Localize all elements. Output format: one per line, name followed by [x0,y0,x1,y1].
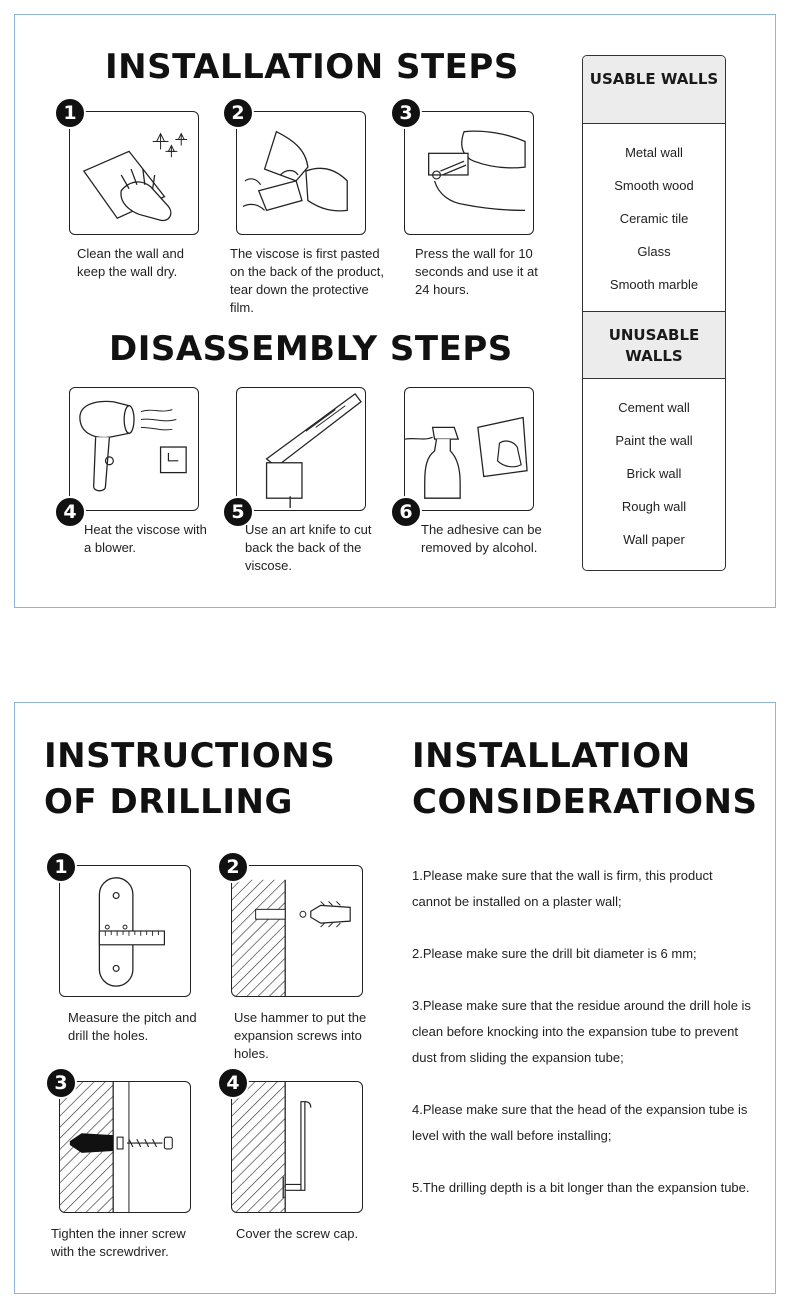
step-6-badge: 6 [390,496,422,528]
step-5-badge: 5 [222,496,254,528]
drill-step-3-caption: Tighten the inner screw with the screwdriver. [51,1226,186,1259]
step-2-caption: The viscose is first pasted on the back of the product, tear down the protective film. [230,246,384,315]
step-4-caption: Heat the viscose with a blower. [84,522,207,555]
usable-wall-item: Smooth marble [609,277,699,292]
step-1-illustration [69,111,199,235]
considerations-list [412,863,752,1227]
usable-walls-list [583,124,725,311]
disassembly-steps-title: DISASSEMBLY STEPS [109,329,513,369]
drilling-panel [14,702,776,1294]
hair-dryer-icon [70,388,198,510]
usable-wall-item: Ceramic tile [619,211,689,226]
drilling-title [44,733,335,825]
step-1-caption: Clean the wall and keep the wall dry. [77,246,184,279]
step-5-caption: Use an art knife to cut back the back of the viscose. [245,522,372,573]
drill-step-2-illustration [231,865,363,997]
walls-table [582,55,726,571]
unusable-wall-item: Cement wall [618,400,690,415]
usable-wall-item: Glass [637,244,671,259]
unusable-wall-item: Brick wall [626,466,682,481]
step-6-illustration [404,387,534,511]
unusable-wall-item: Rough wall [621,499,687,514]
drill-step-4-illustration [231,1081,363,1213]
consideration-item: 3.Please make sure that the residue around the drill hole is clean before knocking into the expansion tube to prevent dust from sliding the expansion tube; [412,998,751,1065]
installation-steps-title: INSTALLATION STEPS [105,47,519,87]
unusable-wall-item: Wall paper [623,532,685,547]
step-4-badge: 4 [54,496,86,528]
usable-wall-item: Metal wall [625,145,683,160]
step-3-illustration [404,111,534,235]
consideration-item: 1.Please make sure that the wall is firm, this product cannot be installed on a plaster wall; [412,868,713,909]
considerations-title-line1: INSTALLATION [412,736,691,776]
drill-step-1-caption: Measure the pitch and drill the holes. [68,1010,197,1043]
considerations-title-line2: CONSIDERATIONS [412,782,758,822]
expansion-screw-icon [232,866,362,996]
drill-step-4-caption: Cover the screw cap. [236,1226,359,1241]
drilling-title-line1: INSTRUCTIONS [44,736,336,776]
unusable-wall-item: Paint the wall [615,433,693,448]
step-3-caption: Press the wall for 10 seconds and use it at 24 hours. [415,246,538,297]
step-1-badge: 1 [54,97,86,129]
spray-bottle-icon [405,388,533,510]
usable-walls-title: USABLE WALLS [589,70,719,88]
unusable-walls-title: UNUSABLE WALLS [608,326,700,365]
step-4-illustration [69,387,199,511]
drill-step-1-badge: 1 [45,851,77,883]
drill-step-2-caption: Use hammer to put the expansion screws into holes. [234,1010,367,1061]
drilling-title-line2: OF DRILLING [44,782,293,822]
usable-walls-header [583,56,725,124]
considerations-title [412,733,757,825]
installation-panel [14,14,776,608]
step-6-caption: The adhesive can be removed by alcohol. [421,522,542,555]
drill-step-2-badge: 2 [217,851,249,883]
peeling-film-icon [237,112,365,234]
step-3-badge: 3 [390,97,422,129]
step-2-illustration [236,111,366,235]
usable-wall-item: Smooth wood [614,178,694,193]
wiping-hand-icon [70,112,198,234]
screw-cap-hook-icon [232,1082,362,1212]
art-knife-icon [237,388,365,510]
ruler-plate-icon [60,866,190,996]
pressing-hand-icon [405,112,533,234]
consideration-item: 4.Please make sure that the head of the expansion tube is level with the wall before installing; [412,1102,748,1143]
unusable-walls-list [583,379,725,566]
screwdriver-screw-icon [60,1082,190,1212]
unusable-walls-header [583,311,725,379]
step-2-badge: 2 [222,97,254,129]
consideration-item: 5.The drilling depth is a bit longer than the expansion tube. [412,1180,750,1195]
drill-step-4-badge: 4 [217,1067,249,1099]
drill-step-3-illustration [59,1081,191,1213]
step-5-illustration [236,387,366,511]
drill-step-1-illustration [59,865,191,997]
consideration-item: 2.Please make sure the drill bit diameter is 6 mm; [412,946,697,961]
drill-step-3-badge: 3 [45,1067,77,1099]
